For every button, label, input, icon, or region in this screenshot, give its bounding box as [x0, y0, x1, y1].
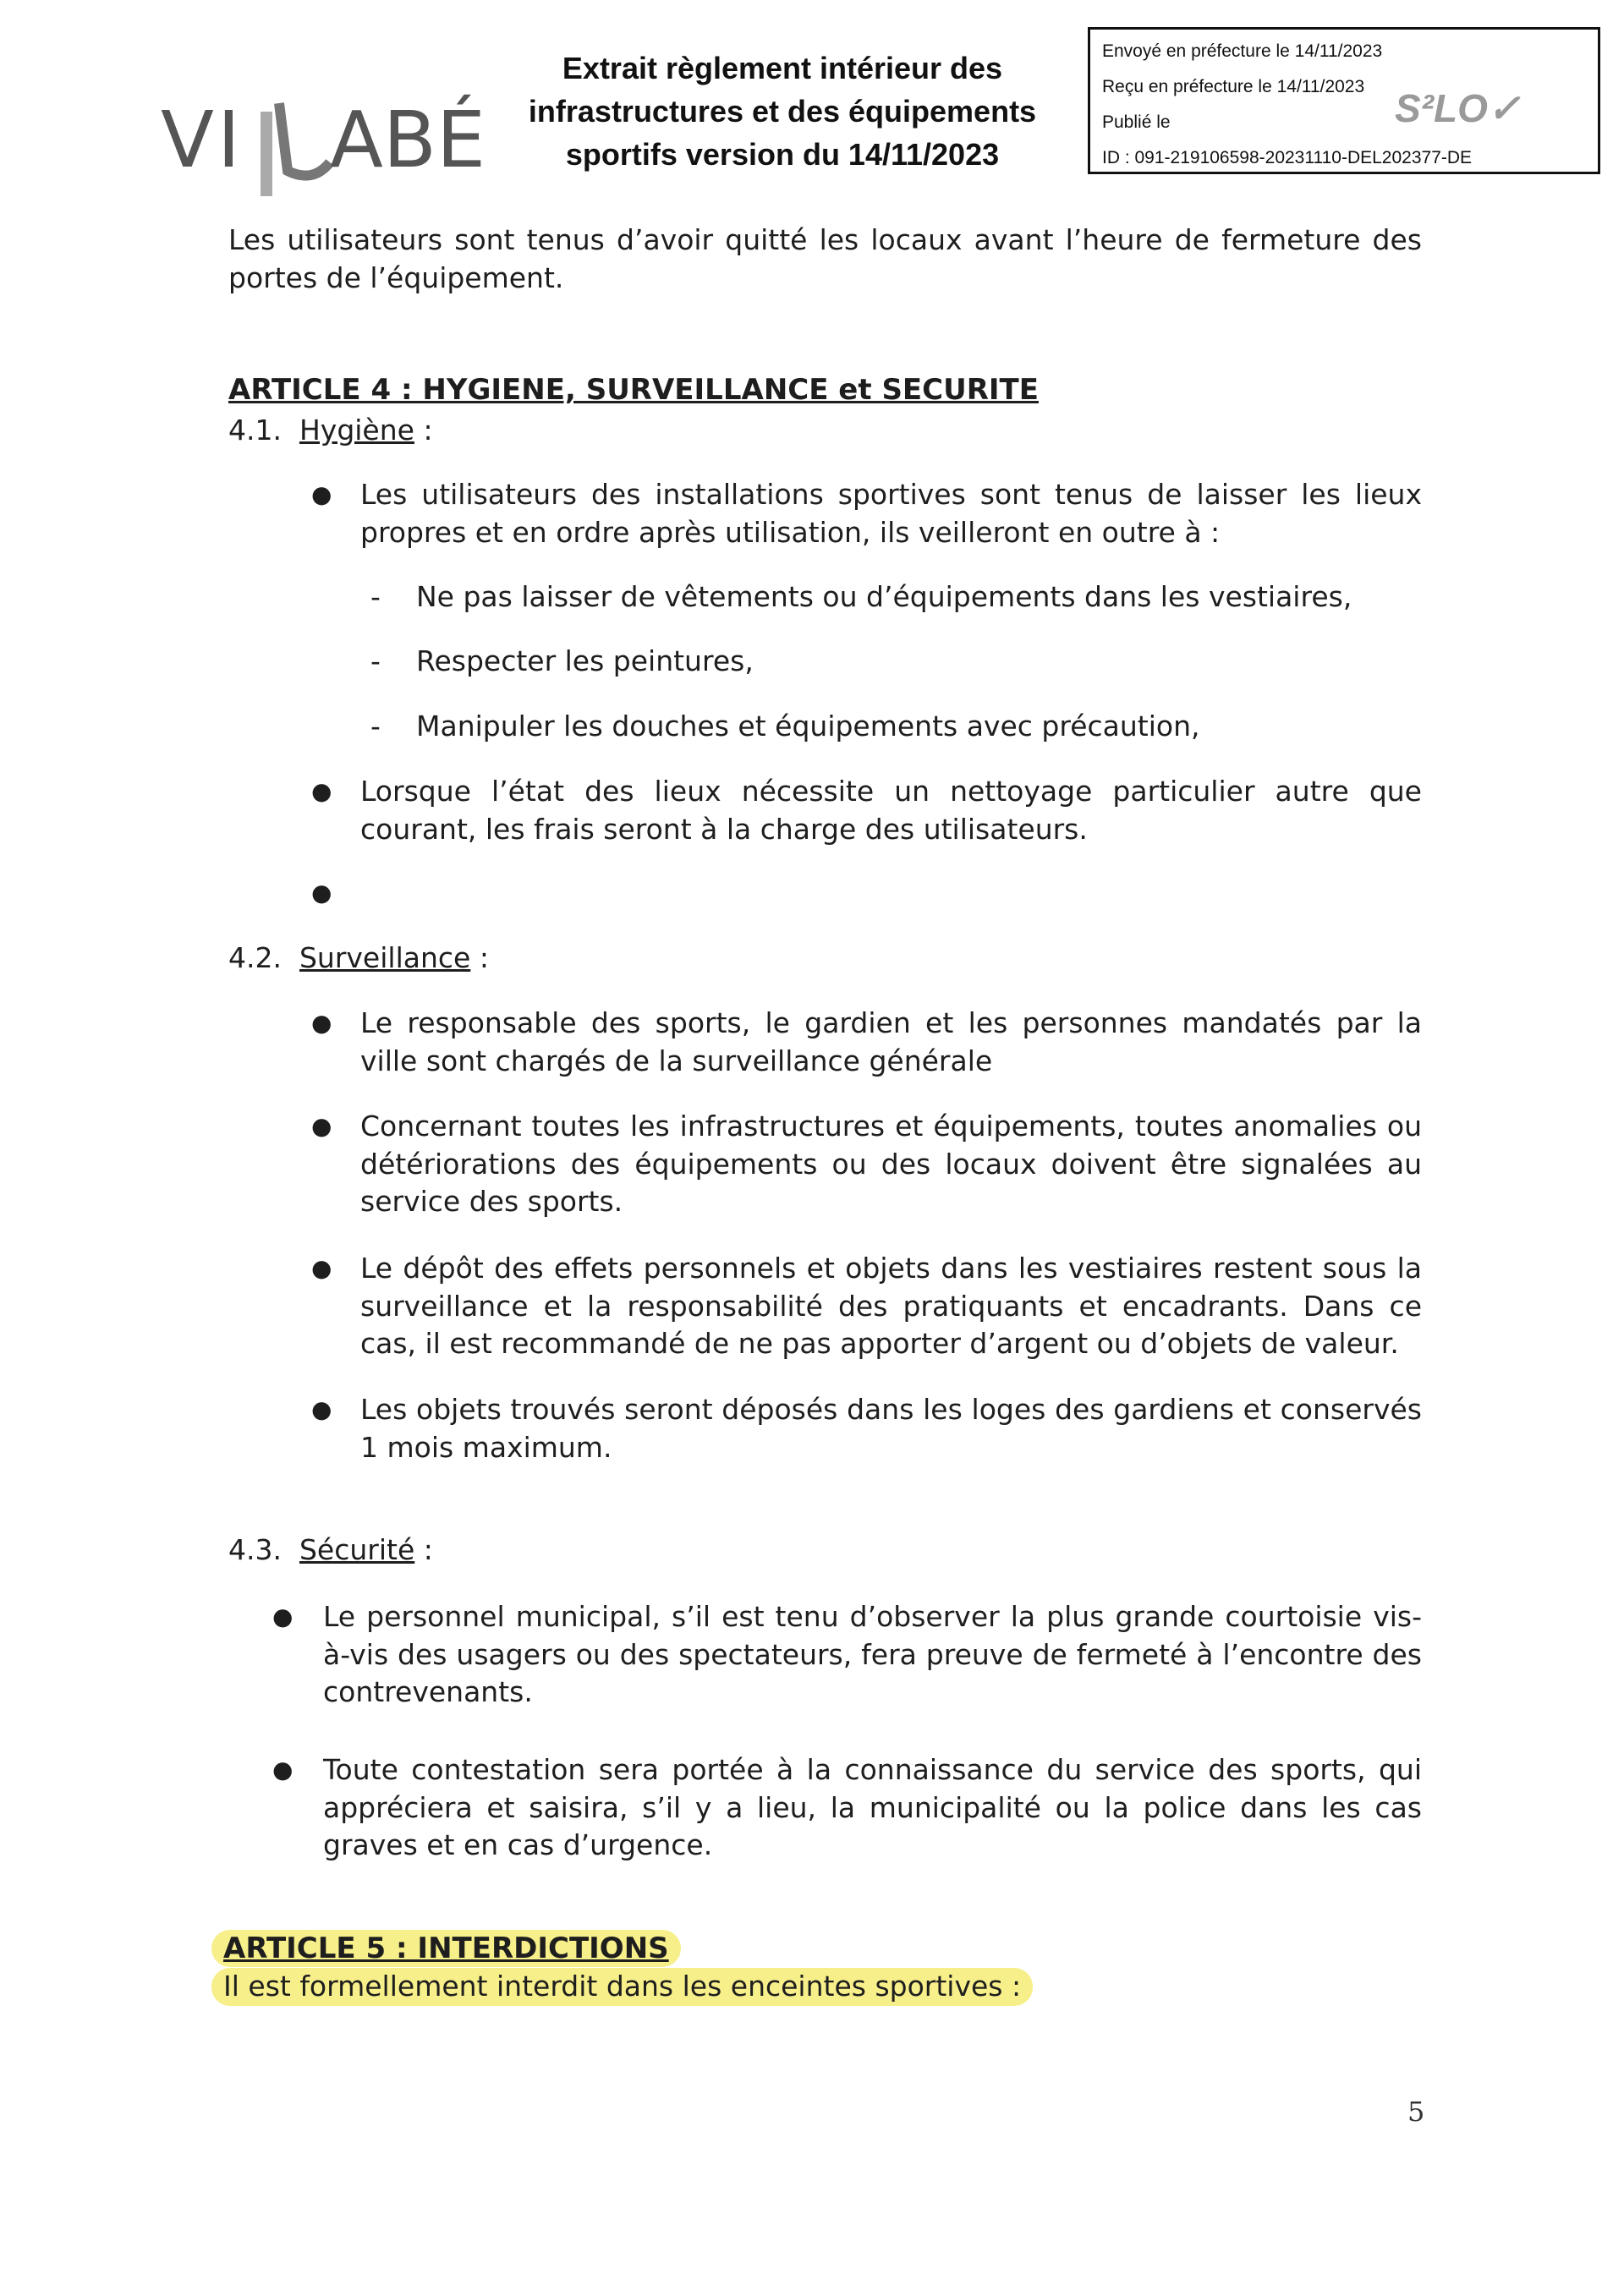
list-item: Les objets trouvés seront déposés dans les loges des gardiens et conservés 1 mois maximum. [360, 1393, 1422, 1464]
stamp-received: Reçu en préfecture le 14/11/2023 [1102, 77, 1365, 96]
prefecture-stamp [1088, 27, 1600, 174]
page-number: 5 [1407, 2096, 1425, 2128]
list-item: Lorsque l’état des lieux nécessite un nettoyage particulier autre que courant, les frais seront à la charge des utilisateurs. [360, 775, 1422, 846]
list-item: Le dépôt des effets personnels et objets dans les vestiaires restent sous la surveillance et la responsabilité des pratiquants et encadrants. Dans ce cas, il est recommandé de ne pas apporter d’argent ou d’objets de valeur. [360, 1252, 1422, 1360]
section-4-3-heading: 4.3. Sécurité : [228, 1533, 433, 1566]
svg-text:ABÉ: ABÉ [330, 95, 482, 185]
villabe-logo [161, 78, 482, 196]
dash-item: Ne pas laisser de vêtements ou d’équipements dans les vestiaires, [416, 580, 1352, 613]
list-item: Les utilisateurs des installations sportives sont tenus de laisser les lieux propres et en ordre après utilisation, ils veilleront en outre à : [360, 478, 1422, 549]
document-title [499, 47, 1066, 176]
bullet-icon: ● [311, 879, 332, 907]
s2lo-logo: S²LO✓ [1395, 86, 1521, 130]
article4-heading: ARTICLE 4 : HYGIENE, SURVEILLANCE et SECURITE [228, 373, 1039, 407]
svg-text:VI: VI [161, 95, 244, 185]
list-item: Le personnel municipal, s’il est tenu d’observer la plus grande courtoisie vis-à-vis des usagers ou des spectateurs, fera preuve de fermeté à l’encontre des contrevenants. [323, 1600, 1422, 1708]
intro-paragraph: Les utilisateurs sont tenus d’avoir quitté les locaux avant l’heure de fermeture des portes de l’équipement. [228, 223, 1422, 294]
article5-intro: Il est formellement interdit dans les enceintes sportives : [211, 1968, 1033, 2006]
title-line: sportifs version du 14/11/2023 [565, 137, 1000, 172]
list-item: Toute contestation sera portée à la connaissance du service des sports, qui appréciera et saisira, s’il y a lieu, la municipalité ou la police dans les cas graves et en cas d’urgence. [323, 1753, 1422, 1861]
article5-heading: ARTICLE 5 : INTERDICTIONS [211, 1930, 681, 1967]
section-4-1-heading: 4.1. Hygiène : [228, 414, 433, 447]
list-item: Le responsable des sports, le gardien et les personnes mandatés par la ville sont chargés de la surveillance générale [360, 1006, 1422, 1077]
section-4-2-heading: 4.2. Surveillance : [228, 941, 489, 974]
bullet-icon: ● [311, 777, 332, 805]
title-line: infrastructures et des équipements [528, 94, 1037, 129]
stamp-published: Publié le [1102, 112, 1171, 132]
stamp-sent: Envoyé en préfecture le 14/11/2023 [1102, 41, 1383, 61]
stamp-id: ID : 091-219106598-20231110-DEL202377-DE [1102, 148, 1473, 167]
list-item: Concernant toutes les infrastructures et équipements, toutes anomalies ou détériorations des équipements ou des locaux doivent être signalées au service des sports. [360, 1110, 1422, 1218]
title-line: Extrait règlement intérieur des [562, 51, 1003, 85]
dash-item: Manipuler les douches et équipements avec précaution, [416, 710, 1200, 743]
bullet-icon: ● [311, 480, 332, 508]
dash-item: Respecter les peintures, [416, 644, 754, 677]
